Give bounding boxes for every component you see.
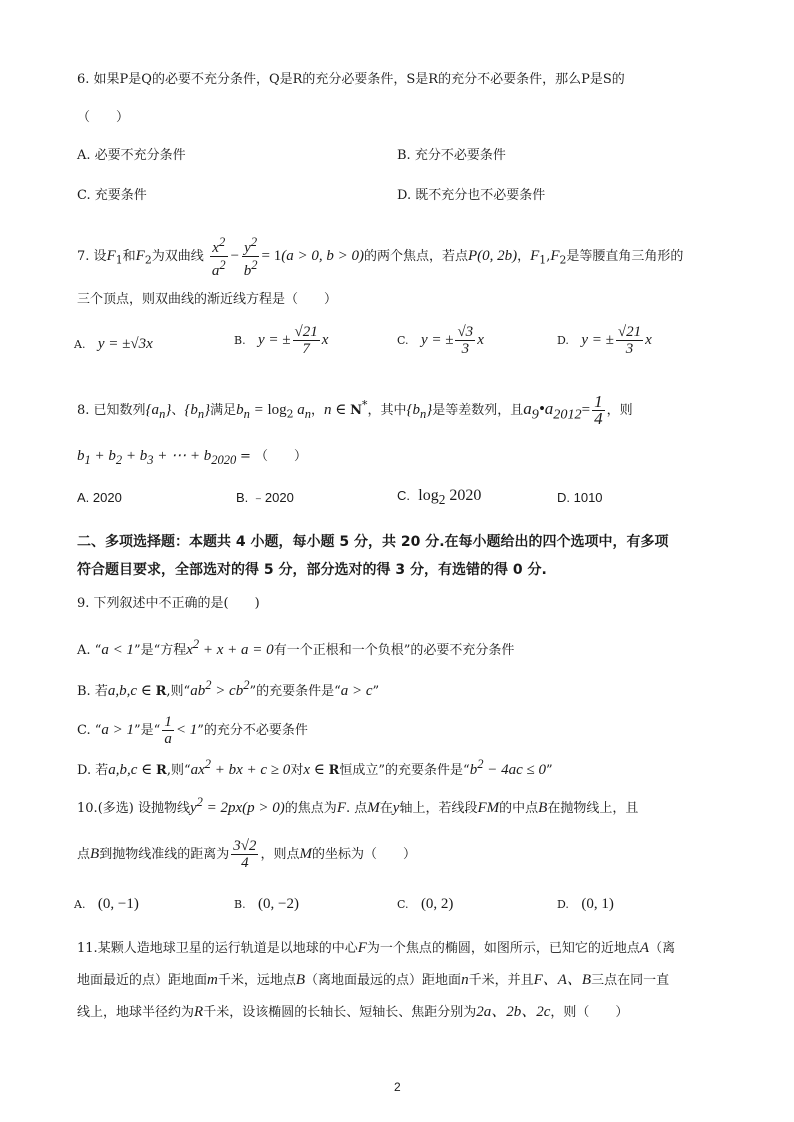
q8-number: 8.	[77, 403, 90, 418]
q10-text: ，则点	[260, 847, 300, 862]
q7-condition: (a > 0, b > 0)	[281, 248, 364, 264]
q10-text: 到抛物线准线的距离为	[99, 847, 230, 862]
q6-option-c: C. 充要条件	[77, 188, 147, 203]
q8-option-d: D. 1010	[557, 490, 603, 505]
q7-text: 和	[122, 249, 136, 264]
q11-text: （离地面最远的点）距地面	[305, 973, 462, 988]
q10-option-c-value: (0, 2)	[420, 896, 454, 912]
q7-option-c-label: C.	[397, 334, 409, 347]
q9-text: B. 若	[77, 684, 108, 699]
q11-line3: 线上，地球半径约为R千米，设该椭圆的长轴长、短轴长、焦距分别为2a、2b、2c，则（ ）	[77, 1004, 629, 1020]
q7-text: 设	[93, 249, 107, 264]
q8-text: 是等差数列，且	[432, 403, 524, 418]
q11-text: 线上，地球半径约为	[77, 1005, 195, 1020]
q7-text: 是等腰直角三角形的	[566, 249, 684, 264]
q11-text: 地面最近的点）距地面	[77, 973, 208, 988]
q11-text: 千米，远地点	[217, 973, 296, 988]
q10-option-d-value: (0, 1)	[581, 896, 614, 912]
q7-b-fraction: $\frac{√21}{7}$	[294, 324, 318, 357]
q11-text: 某颗人造地球卫星的运行轨道是以地球的中心	[97, 941, 358, 956]
q6-paren: （ ）	[77, 110, 130, 125]
q9-option-d: D. 若a,b,c ∈ R,则“$ax^2$ + bx + c ≥ 0对x ∈ R恒成立”的充要条件是“$b^2 - 4ac \le 0$”	[77, 757, 553, 778]
q9-option-b: B. 若a,b,c ∈ R,则“$ab^2 > cb^2$”的充要条件是“a > c”	[77, 678, 380, 699]
q9-text: ,则“	[166, 684, 191, 699]
q10-text: 的中点	[499, 801, 539, 816]
q10-line2: 点B到抛物线准线的距离为 $\frac{3√2}{4}$ ，则点M的坐标为（ ）	[77, 838, 416, 871]
q7-option-b: B. y = ± $\frac{√21}{7}$ x	[234, 324, 329, 357]
q10-text: 的焦点为	[284, 801, 337, 816]
q10-option-c-label: C.	[397, 898, 409, 911]
q7-fraction-x: $\frac{x^2}{a^2}$	[211, 235, 226, 279]
q10-text: 轴上，若线段	[399, 801, 478, 816]
q10-fraction: $\frac{3√2}{4}$	[233, 838, 257, 871]
q9-text: ”的充分不必要条件	[197, 723, 308, 738]
q11-text: （离	[649, 941, 676, 956]
q11-text: 三点在同一直	[591, 973, 670, 988]
q8-text: ，其中	[367, 403, 407, 418]
q9-text: A. “	[77, 643, 102, 658]
q8-option-c: C. $\log_2 2020$	[397, 487, 482, 508]
q7-line1: 7. 设$F_1$和$F_2$为双曲线 $\frac{x^2}{a^2}$ − $\frac{y^2}{b^2}$ = 1(a > 0, b > 0)的两个焦点，若点P(0, 2b)，$F_1,F_2$是等腰直角三角形的	[77, 235, 684, 279]
q10-text: 的坐标为（ ）	[311, 847, 416, 862]
q9-option-a: A. “a < 1”是“方程$x^2 + x + a = 0$有一个正根和一个负根”的必要不充分条件	[77, 637, 515, 658]
q9-text: ”是“方程	[133, 643, 187, 658]
q7-option-d-label: D.	[557, 334, 569, 347]
q7-d-fraction: $\frac{√21}{3}$	[617, 324, 642, 357]
q7-fraction-y: $\frac{y^2}{b^2}$	[243, 235, 258, 279]
q8-option-a: A. 2020	[77, 490, 122, 505]
q10-number: 10.	[77, 801, 98, 816]
section-heading-line1: 二、多项选择题：本题共 4 小题，每小题 5 分，共 20 分.在每小题给出的四个选项中，有多项	[77, 534, 669, 550]
q10-option-a-value: (0, −1)	[97, 896, 139, 912]
q8-text: ，	[311, 403, 325, 418]
q11-number: 11.	[77, 941, 98, 956]
q7-number: 7.	[77, 249, 90, 264]
q8-text: = （ ）	[240, 449, 308, 464]
q8-line1: 8. 已知数列$\{a_n\}$、$\{b_n\}$满足$b_n = \log_2 a_n$，n ∈ N*，其中$\{b_n\}$是等差数列，且$a_9•a_{2012}=$ $\frac{1}{4}$ ，则	[77, 392, 633, 428]
q7-option-d: D. y = ± $\frac{√21}{3}$ x	[557, 324, 652, 357]
q7-option-a: A. y = ±√3x	[74, 336, 153, 352]
q10-option-c	[397, 894, 453, 915]
q11-text: 为一个焦点的椭圆，如图所示，已知它的近地点	[366, 941, 640, 956]
q6-option-b: B. 充分不必要条件	[397, 148, 506, 163]
q9-c-fraction: $\frac{1}{a}$	[164, 714, 172, 747]
q10-option-d-label: D.	[557, 898, 569, 911]
q9-text: 下列叙述中不正确的是( )	[93, 596, 260, 611]
q11-line2: 地面最近的点）距地面m千米，远地点B（离地面最远的点）距地面n千米，并且F、A、B三点在同一直	[77, 972, 670, 988]
q11-text: 千米，并且	[468, 973, 534, 988]
q7-text: 的两个焦点，若点	[363, 249, 468, 264]
q9-text: ”是“	[134, 723, 161, 738]
q11-text: ，则（ ）	[550, 1005, 629, 1020]
q10-text: (多选) 设抛物线	[97, 801, 190, 816]
q9-text: ”的充要条件是“	[249, 684, 341, 699]
q7-option-a-label: A.	[74, 338, 86, 351]
q10-option-d	[557, 894, 614, 915]
q7-point: P(0, 2b)	[467, 248, 518, 264]
q7-text: 为双曲线	[151, 249, 204, 264]
q11-text: 千米，设该椭圆的长轴长、短轴长、焦距分别为	[203, 1005, 477, 1020]
q6-number: 6.	[77, 72, 90, 87]
section-heading-line2: 符合题目要求，全部选对的得 5 分，部分选对的得 3 分，有选错的得 0 分.	[77, 562, 547, 578]
q10-line1: 10.(多选) 设抛物线$y^2 = 2px(p > 0)$的焦点为F. 点M在y轴上，若线段FM的中点B在抛物线上，且	[77, 795, 639, 816]
q10-text: 在	[379, 801, 393, 816]
q11-line1: 11.某颗人造地球卫星的运行轨道是以地球的中心F为一个焦点的椭圆，如图所示，已知它的近地点A（离	[77, 940, 676, 956]
q10-option-b	[234, 894, 299, 915]
q9-text: ”	[372, 684, 380, 699]
q10-option-a	[74, 894, 139, 915]
q8-option-c-label: C.	[397, 488, 410, 503]
q8-text: ，则	[606, 403, 633, 418]
q9-text: 有一个正根和一个负根”的必要不充分条件	[273, 643, 515, 658]
q8-text: 、	[171, 403, 185, 418]
q7-option-c: C. y = ± $\frac{√3}{3}$ x	[397, 324, 484, 357]
q10-option-b-label: B.	[234, 898, 246, 911]
q10-text: 在抛物线上，且	[547, 801, 639, 816]
q10-option-a-label: A.	[74, 898, 86, 911]
q7-text: ，	[517, 249, 531, 264]
q6-option-d: D. 既不充分也不必要条件	[397, 188, 546, 203]
page-number: 2	[394, 1080, 401, 1094]
q7-line2: 三个顶点，则双曲线的渐近线方程是（ ）	[77, 292, 338, 307]
q7-option-b-label: B.	[234, 334, 246, 347]
q6-option-a: A. 必要不充分条件	[77, 148, 186, 163]
q8-option-b: B. ﹣2020	[236, 490, 294, 505]
q10-option-b-value: (0, −2)	[258, 896, 299, 912]
q9-number: 9.	[77, 596, 90, 611]
q8-line2: $b_1 + b_2 + b_3$ + ⋯ + $b_{2020}$ = （ ）	[77, 448, 308, 467]
q10-text: 点	[77, 847, 91, 862]
q9-option-c: C. “a > 1”是“ $\frac{1}{a}$ < 1”的充分不必要条件	[77, 714, 308, 747]
q9-line1	[77, 594, 260, 614]
q10-text: . 点	[345, 801, 368, 816]
q9-text: ”	[545, 763, 553, 778]
q9-text: D. 若	[77, 763, 109, 778]
q6-text: 如果P是Q的必要不充分条件，Q是R的充分必要条件，S是R的充分不必要条件，那么P是S的	[93, 72, 625, 87]
q9-text: 对	[290, 763, 304, 778]
q7-c-fraction: $\frac{√3}{3}$	[457, 324, 474, 357]
q6-line1	[77, 70, 625, 90]
q9-text: C. “	[77, 723, 102, 738]
q8-text: 已知数列	[93, 403, 146, 418]
q8-text: 满足	[210, 403, 237, 418]
q8-fraction: $\frac{1}{4}$	[594, 392, 603, 428]
q9-text: 恒成立”的充要条件是“	[339, 763, 470, 778]
q9-text: ,则“	[166, 763, 191, 778]
